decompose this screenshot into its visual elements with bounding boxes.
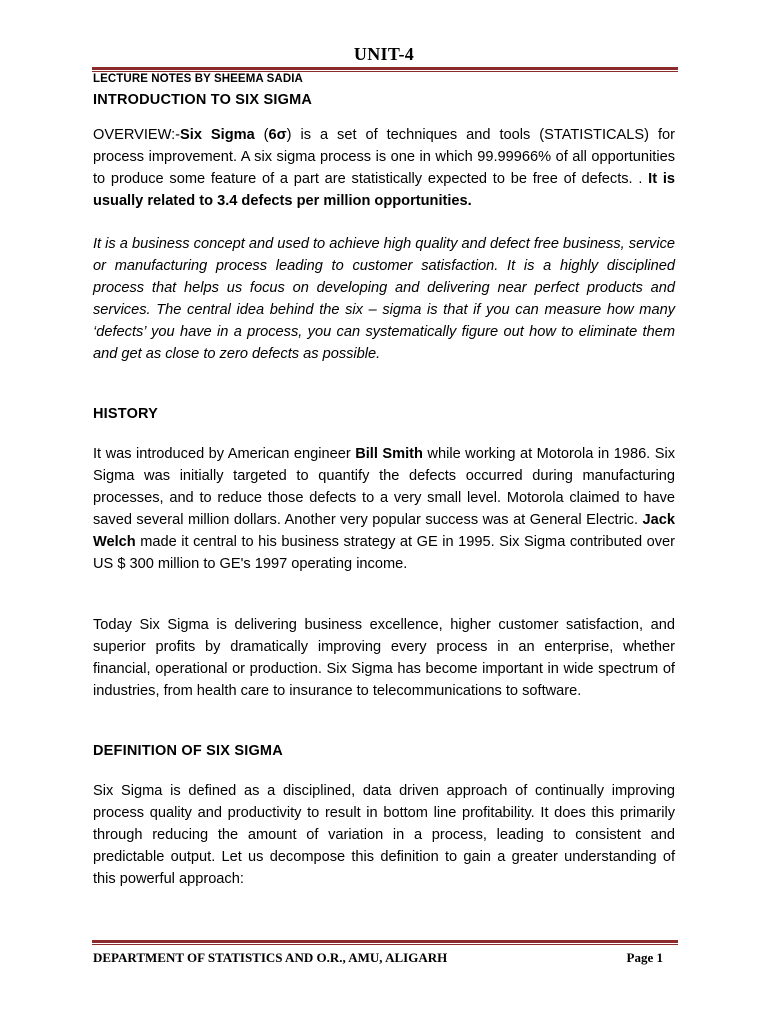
author-line: LECTURE NOTES BY SHEEMA SADIA <box>93 73 303 85</box>
concept-paragraph: It is a business concept and used to achieve high quality and defect free business, service or manufacturing process leading to customer satisfaction. It is a highly disciplined process that helps us focus on developing and delivering near perfect products and services. The central idea behind the six – sigma is that if you can measure how many ‘defects’ you have in a process, you can systematically figure out how to eliminate them and get as close to zero defects as possible. <box>93 236 675 362</box>
history-paragraph: It was introduced by American engineer Bill Smith while working at Motorola in 1986. Six Sigma was initially targeted to quantify the defects occurred during manufacturing processes, and to reduce those defects to a very small level. Motorola claimed to have saved several million dollars. Another very popular success was at General Electric. Jack Welch made it central to his business strategy at GE in 1995. Six Sigma contributed over US $ 300 million to GE's 1997 operating income. <box>93 446 676 572</box>
today-paragraph: Today Six Sigma is delivering business excellence, higher customer satisfaction, and superior profits by dramatically improving every process in an enterprise, whether financial, operational or production. Six Sigma has become important in wide spectrum of industries, from health care to insurance to telecommunications to software. <box>93 617 675 699</box>
definition-paragraph: Six Sigma is defined as a disciplined, data driven approach of continually improving process quality and productivity to result in bottom line profitability. It does this primarily through reducing the amount of variation in a process, leading to consistent and predictable output. Let us decompose this definition to gain a greater understanding of this powerful approach: <box>93 783 675 887</box>
footer-rule <box>92 940 678 945</box>
unit-title: UNIT-4 <box>353 44 415 64</box>
intro-heading: INTRODUCTION TO SIX SIGMA <box>93 92 313 108</box>
footer-page-number: Page 1 <box>626 950 663 965</box>
overview-paragraph: OVERVIEW:-Six Sigma (6σ) is a set of techniques and tools (STATISTICALS) for process improvement. A six sigma process is one in which 99.99966% of all opportunities to produce some feature of a part are statistically expected to be free of defects. . It is usually related to 3.4 defects per million opportunities. <box>93 127 675 209</box>
footer-department: DEPARTMENT OF STATISTICS AND O.R., AMU, ALIGARH <box>93 950 448 965</box>
history-heading: HISTORY <box>93 406 159 422</box>
header-rule <box>92 67 678 72</box>
definition-heading: DEFINITION OF SIX SIGMA <box>93 743 283 759</box>
